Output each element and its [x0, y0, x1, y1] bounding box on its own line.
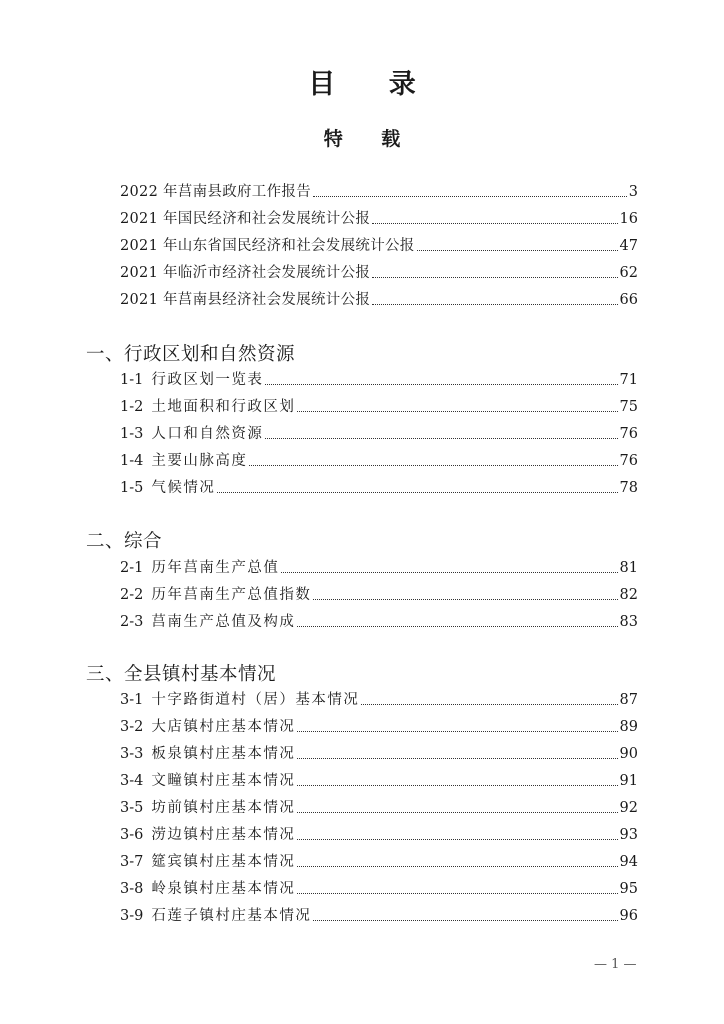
toc-entry-label: 2021 年临沂市经济社会发展统计公报 — [120, 265, 371, 281]
toc-entry-number: 3-7 — [120, 854, 144, 870]
toc-entry[interactable] — [120, 904, 638, 926]
toc-entry[interactable] — [120, 449, 638, 471]
dot-leader — [249, 465, 617, 466]
toc-entry-label: 板泉镇村庄基本情况 — [151, 746, 296, 762]
dot-leader — [372, 277, 617, 278]
dot-leader — [297, 893, 617, 894]
toc-entry-number: 2-1 — [120, 560, 144, 576]
toc-entry-page: 75 — [619, 399, 638, 415]
toc-entry-label: 文疃镇村庄基本情况 — [151, 773, 296, 789]
toc-entry-label: 气候情况 — [151, 480, 216, 496]
section-heading-2[interactable]: 二、综合 — [86, 531, 163, 552]
dot-leader — [297, 866, 617, 867]
toc-entry-page: 92 — [619, 800, 638, 816]
dot-leader — [361, 704, 617, 705]
toc-entry[interactable] — [120, 395, 638, 417]
toc-entry-label: 历年莒南生产总值指数 — [151, 587, 312, 603]
toc-entry[interactable] — [120, 368, 638, 390]
toc-entry-number: 1-2 — [120, 399, 144, 415]
toc-entry-page: 90 — [619, 746, 638, 762]
toc-entry-page: 71 — [619, 372, 638, 388]
toc-entry-label: 莒南生产总值及构成 — [151, 614, 296, 630]
toc-entry-page: 94 — [619, 854, 638, 870]
dot-leader — [297, 626, 617, 627]
toc-entry[interactable] — [120, 422, 638, 444]
toc-entry-number: 1-1 — [120, 372, 144, 388]
toc-entry[interactable] — [120, 207, 638, 229]
toc-entry[interactable] — [120, 610, 638, 632]
toc-entry-page: 76 — [619, 453, 638, 469]
toc-entry-label: 土地面积和行政区划 — [151, 399, 296, 415]
toc-entry[interactable] — [120, 877, 638, 899]
toc-entry-number: 3-4 — [120, 773, 144, 789]
toc-entry-label: 2021 年山东省国民经济和社会发展统计公报 — [120, 238, 415, 254]
toc-entry[interactable] — [120, 261, 638, 283]
toc-entry[interactable] — [120, 688, 638, 710]
section-heading-3[interactable]: 三、全县镇村基本情况 — [86, 664, 277, 685]
toc-entry-label: 岭泉镇村庄基本情况 — [151, 881, 296, 897]
dot-leader — [313, 196, 627, 197]
toc-entry-number: 3-8 — [120, 881, 144, 897]
toc-entry-number: 1-3 — [120, 426, 144, 442]
toc-entry[interactable] — [120, 556, 638, 578]
toc-entry-page: 47 — [619, 238, 638, 254]
toc-entry-page: 87 — [619, 692, 638, 708]
toc-entry[interactable] — [120, 823, 638, 845]
toc-entry-page: 3 — [628, 184, 638, 200]
toc-entry-label: 石莲子镇村庄基本情况 — [151, 908, 312, 924]
toc-entry-number: 3-6 — [120, 827, 144, 843]
toc-entry-label: 十字路街道村（居）基本情况 — [151, 692, 360, 708]
toc-entry-page: 16 — [619, 211, 638, 227]
dot-leader — [265, 384, 617, 385]
dot-leader — [297, 731, 617, 732]
toc-entry-number: 2-2 — [120, 587, 144, 603]
toc-entry-page: 93 — [619, 827, 638, 843]
toc-entry-label: 行政区划一览表 — [151, 372, 264, 388]
toc-entry-number: 3-9 — [120, 908, 144, 924]
toc-entry-label: 2021 年莒南县经济社会发展统计公报 — [120, 292, 371, 308]
toc-entry-label: 涝边镇村庄基本情况 — [151, 827, 296, 843]
section-heading-1[interactable]: 一、行政区划和自然资源 — [86, 344, 296, 365]
toc-entry-page: 76 — [619, 426, 638, 442]
dot-leader — [297, 839, 617, 840]
toc-entry-page: 81 — [619, 560, 638, 576]
toc-entry-label: 人口和自然资源 — [151, 426, 264, 442]
dot-leader — [281, 572, 617, 573]
toc-entry-number: 3-3 — [120, 746, 144, 762]
toc-entry-number: 3-2 — [120, 719, 144, 735]
toc-entry[interactable] — [120, 234, 638, 256]
dot-leader — [297, 785, 617, 786]
toc-entry-label: 主要山脉高度 — [151, 453, 248, 469]
toc-entry[interactable] — [120, 742, 638, 764]
dot-leader — [372, 223, 617, 224]
dot-leader — [297, 758, 617, 759]
toc-entry-page: 89 — [619, 719, 638, 735]
toc-entry[interactable] — [120, 715, 638, 737]
toc-entry-number: 1-4 — [120, 453, 144, 469]
toc-entry-label: 坊前镇村庄基本情况 — [151, 800, 296, 816]
dot-leader — [217, 492, 617, 493]
toc-entry[interactable] — [120, 476, 638, 498]
toc-entry-label: 2021 年国民经济和社会发展统计公报 — [120, 211, 371, 227]
toc-entry-page: 66 — [619, 292, 638, 308]
toc-entry-label: 筵宾镇村庄基本情况 — [151, 854, 296, 870]
toc-entry[interactable] — [120, 180, 638, 202]
toc-entry[interactable] — [120, 850, 638, 872]
dot-leader — [313, 599, 617, 600]
page-number: — 1 — — [594, 957, 637, 972]
toc-entry-number: 3-1 — [120, 692, 144, 708]
page-title: 目 录 — [308, 69, 438, 100]
toc-entry-label: 2022 年莒南县政府工作报告 — [120, 184, 312, 200]
dot-leader — [313, 920, 617, 921]
toc-entry-page: 82 — [619, 587, 638, 603]
toc-entry-number: 3-5 — [120, 800, 144, 816]
toc-entry-page: 83 — [619, 614, 638, 630]
toc-entry-page: 95 — [619, 881, 638, 897]
special-section-title: 特 载 — [323, 128, 417, 150]
dot-leader — [417, 250, 618, 251]
toc-entry-page: 96 — [619, 908, 638, 924]
toc-entry-page: 78 — [619, 480, 638, 496]
toc-entry-number: 1-5 — [120, 480, 144, 496]
toc-entry-page: 91 — [619, 773, 638, 789]
toc-entry-label: 历年莒南生产总值 — [151, 560, 280, 576]
dot-leader — [297, 812, 617, 813]
toc-entry[interactable] — [120, 796, 638, 818]
dot-leader — [265, 438, 617, 439]
toc-entry[interactable] — [120, 769, 638, 791]
toc-entry-label: 大店镇村庄基本情况 — [151, 719, 296, 735]
dot-leader — [297, 411, 617, 412]
toc-entry[interactable] — [120, 583, 638, 605]
toc-entry[interactable] — [120, 288, 638, 310]
toc-entry-page: 62 — [619, 265, 638, 281]
toc-entry-number: 2-3 — [120, 614, 144, 630]
dot-leader — [372, 304, 617, 305]
